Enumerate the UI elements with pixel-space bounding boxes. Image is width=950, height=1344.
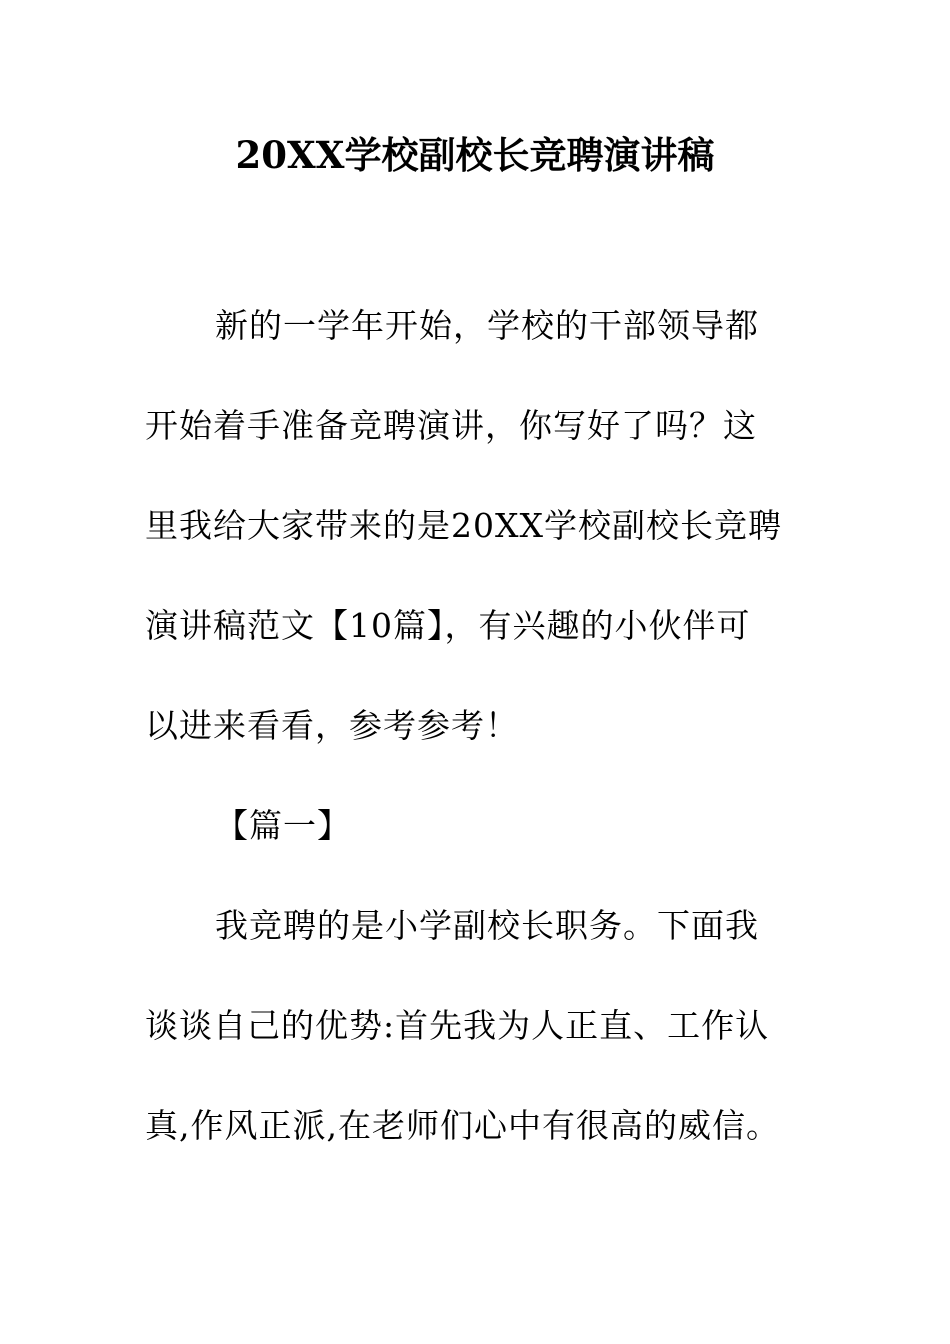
intro-line: 以进来看看，参考参考！ xyxy=(145,706,519,745)
intro-line: 新的一学年开始，学校的干部领导都 xyxy=(215,306,759,345)
section-heading: 【篇一】 xyxy=(215,806,351,845)
section-line: 我竞聘的是小学副校长职务。下面我 xyxy=(215,906,759,945)
intro-line: 演讲稿范文【10篇】，有兴趣的小伙伴可 xyxy=(145,606,751,645)
section-line: 谈谈自己的优势:首先我为人正直、工作认 xyxy=(145,1006,770,1045)
document-title: 20XX学校副校长竞聘演讲稿 xyxy=(235,133,715,177)
section-line: 真,作风正派,在老师们心中有很高的威信。 xyxy=(145,1106,780,1145)
document-body xyxy=(145,276,805,1176)
intro-line: 里我给大家带来的是20XX学校副校长竞聘 xyxy=(145,506,782,545)
intro-line: 开始着手准备竞聘演讲，你写好了吗？这 xyxy=(145,406,757,445)
